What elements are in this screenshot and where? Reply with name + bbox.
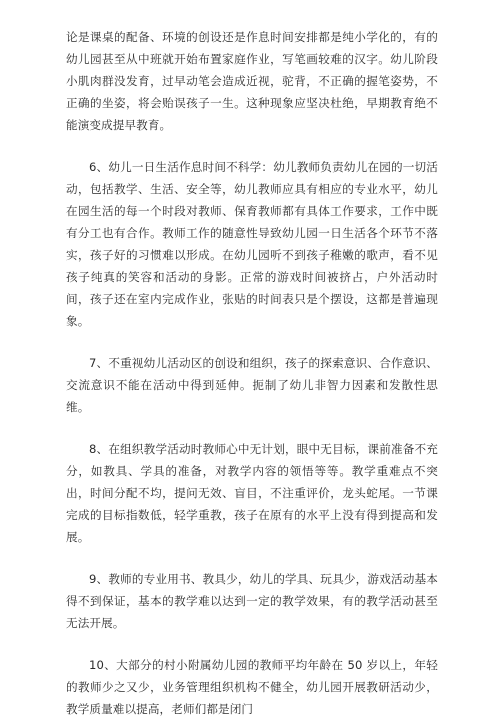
paragraph-item-7: 7、不重视幼儿活动区的创设和组织，孩子的探索意识、合作意识、交流意识不能在活动中得到延伸。扼制了幼儿非智力因素和发散性思维。: [66, 356, 438, 414]
paragraph-gap: [66, 418, 438, 438]
paragraph-gap: [66, 634, 438, 654]
paragraph-item-9: 9、教师的专业用书、教具少，幼儿的学具、玩具少，游戏活动基本得不到保证，基本的教学难以达到一定的教学效果，有的教学活动甚至无法开展。: [66, 572, 438, 630]
paragraph-item-6: 6、幼儿一日生活作息时间不科学：幼儿教师负责幼儿在园的一切活动，包括教学、生活、安全等，幼儿教师应具有相应的专业水平，幼儿在园生活的每一个时段对教师、保育教师都有具体工作要求，工作中既有分工也有合作。教师工作的随意性导致幼儿园一日生活各个环节不落实，孩子好的习惯难以形成。在幼儿园听不到孩子稚嫩的歌声，看不见孩子纯真的笑容和活动的身影。正常的游戏时间被挤占，户外活动时间，孩子还在室内完成作业，张贴的时间表只是个摆设，这都是普遍现象。: [66, 160, 438, 328]
paragraph-item-8: 8、在组织教学活动时教师心中无计划，眼中无目标，课前准备不充分，如教具、学具的准备，对教学内容的领悟等等。教学重难点不突出，时间分配不均，提问无效、盲目，不注重评价，龙头蛇尾。一节课完成的目标指数低，轻学重教，孩子在原有的水平上没有得到提高和发展。: [66, 442, 438, 544]
document-page: [66, 26, 438, 720]
paragraph-gap: [66, 548, 438, 568]
paragraph-gap: [66, 136, 438, 156]
paragraph-gap: [66, 332, 438, 352]
paragraph-continued: 论是课桌的配备、环境的创设还是作息时间安排都是纯小学化的，有的幼儿园甚至从中班就开始布置家庭作业，写笔画较难的汉字。幼儿阶段小肌肉群没发育，过早动笔会造成近视，驼背，不正确的握笔姿势，不正确的坐姿，将会贻误孩子一生。这种现象应坚决杜绝，早期教育绝不能演变成提早教育。: [66, 30, 438, 132]
paragraph-item-10: 10、大部分的村小附属幼儿园的教师平均年龄在 50 岁以上，年轻的教师少之又少，业务管理组织机构不健全，幼儿园开展教研活动少，教学质量难以提高，老师们都是闭门: [66, 658, 438, 716]
